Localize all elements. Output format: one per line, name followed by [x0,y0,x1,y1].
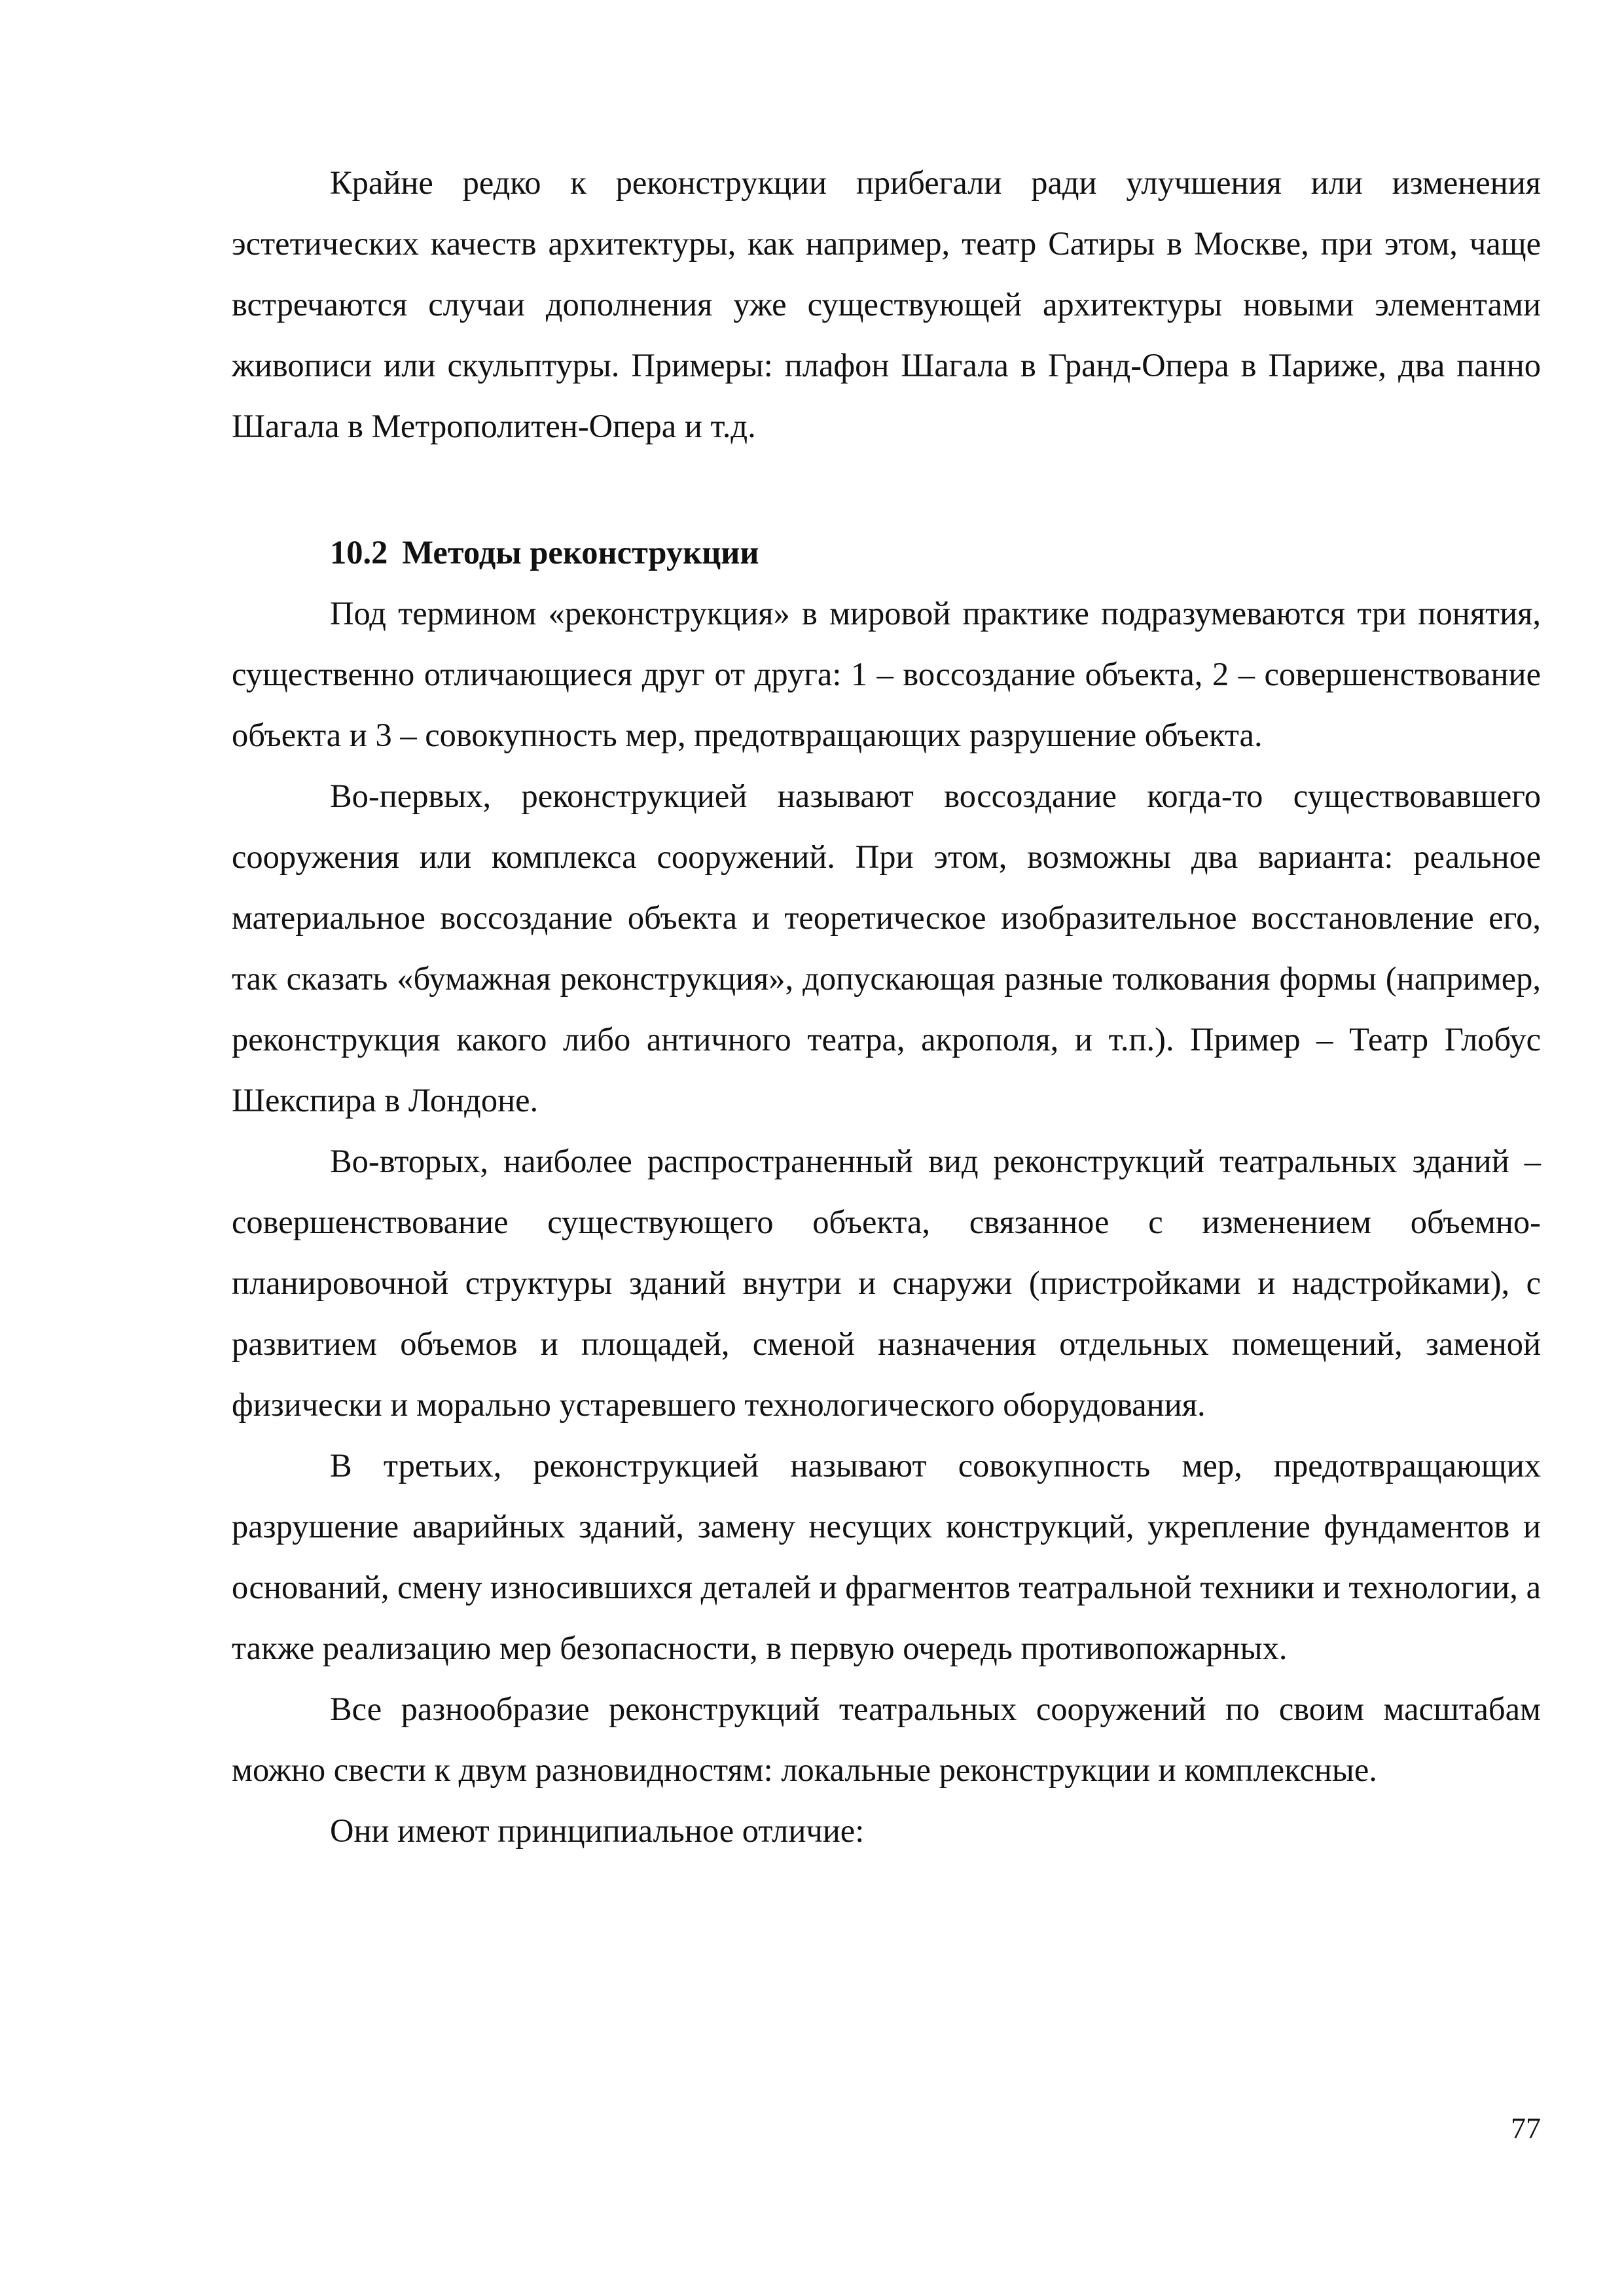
page-body [232,152,1541,1861]
section-number: 10.2 [330,534,388,571]
page-number: 77 [1511,2111,1541,2145]
paragraph-third-meaning: В третьих, реконструкцией называют совокупность мер, предотвращающих разрушение аварийных зданий, замену несущих конструкций, укрепление фундаментов и оснований, смену износившихся деталей и фрагментов театральной техники и технологии, а также реализацию мер безопасности, в первую очередь противопожарных. [232,1447,1541,1666]
paragraph-difference: Они имеют принципиальное отличие: [330,1812,865,1849]
paragraph-scale: Все разнообразие реконструкций театральных сооружений по своим масштабам можно свести к двум разновидностям: локальные реконструкции и комплексные. [232,1691,1541,1788]
section-heading [232,522,1541,583]
paragraph-second-meaning: Во-вторых, наиболее распространенный вид реконструкций театральных зданий – совершенствование существующего объекта, связанное с изменением объемно-планировочной структуры зданий внутри и снаружи (пристройками и надстройками), с развитием объемов и площадей, сменой назначения отдельных помещений, заменой физически и морально устаревшего технологического оборудования. [232,1143,1541,1423]
paragraph-first-meaning: Во-первых, реконструкцией называют воссоздание когда-то существовавшего сооружения или комплекса сооружений. При этом, возможны два варианта: реальное материальное воссоздание объекта и теоретическое изобразительное восстановление его, так сказать «бумажная реконструкция», допускающая разные толкования формы (например, реконструкция какого либо античного театра, акрополя, и т.п.). Пример – Театр Глобус Шекспира в Лондоне. [232,778,1541,1119]
paragraph-definition: Под термином «реконструкция» в мировой практике подразумеваются три понятия, существенно отличающиеся друг от друга: 1 – воссоздание объекта, 2 – совершенствование объекта и 3 – совокупность мер, предотвращающих разрушение объекта. [232,595,1541,753]
section-title: Методы реконструкции [402,534,759,571]
intro-paragraph: Крайне редко к реконструкции прибегали ради улучшения или изменения эстетических качеств архитектуры, как например, театр Сатиры в Москве, при этом, чаще встречаются случаи дополнения уже существующей архитектуры новыми элементами живописи или скульптуры. Примеры: плафон Шагала в Гранд-Опера в Париже, два панно Шагала в Метрополитен-Опера и т.д. [232,164,1541,444]
